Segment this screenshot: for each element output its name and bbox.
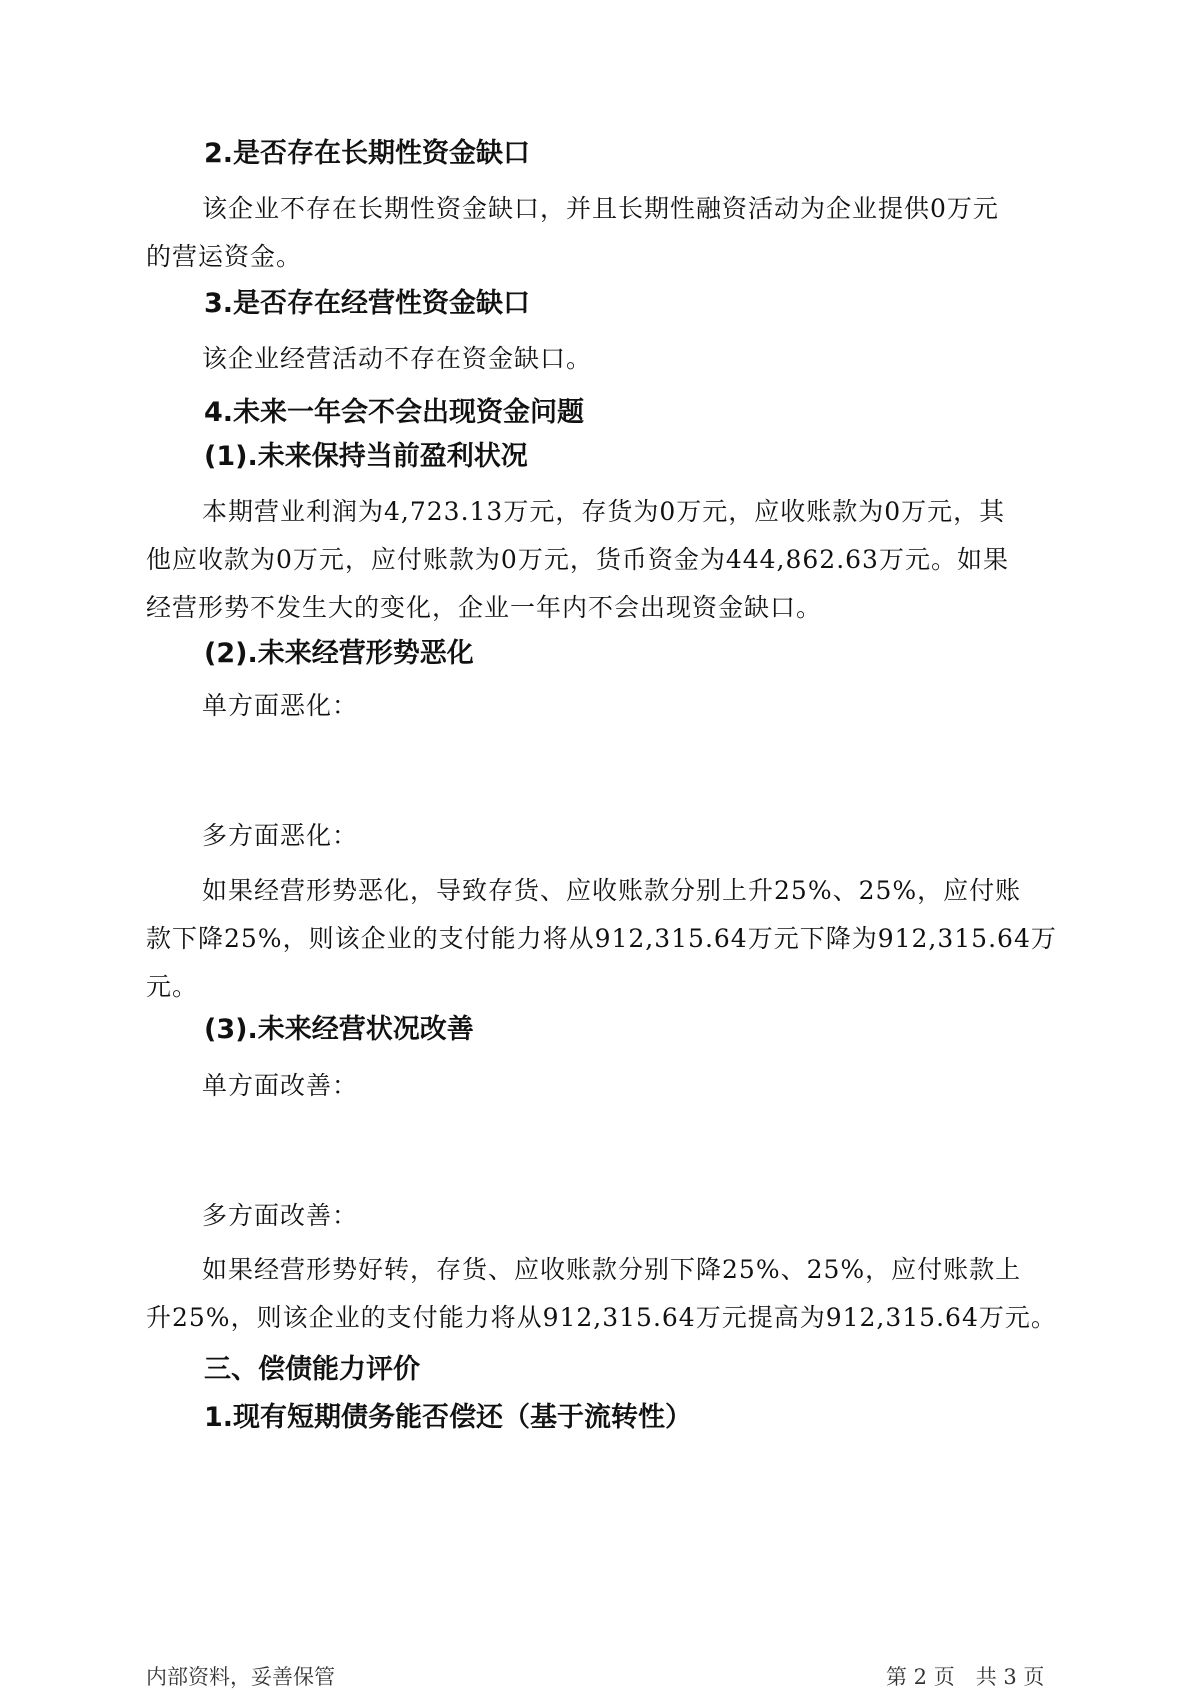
- paragraph-improvement: [146, 1246, 1057, 1342]
- paragraph-line: 该企业不存在长期性资金缺口，并且长期性融资活动为企业提供0万元: [202, 194, 999, 223]
- paragraph-operating-gap: 该企业经营活动不存在资金缺口。: [202, 344, 593, 373]
- paragraph-line: 款下降25%，则该企业的支付能力将从912,315.64万元下降为912,315.64万: [146, 924, 1057, 953]
- heading-next-year-funding: 4.未来一年会不会出现资金问题: [204, 397, 585, 428]
- heading-operating-gap: 3.是否存在经营性资金缺口: [204, 288, 531, 319]
- label-single-improvement: 单方面改善：: [202, 1071, 359, 1100]
- paragraph-line: 升25%，则该企业的支付能力将从912,315.64万元提高为912,315.64万元。: [146, 1303, 1057, 1332]
- paragraph-current-profit: [146, 488, 1046, 632]
- footer-page-number: 第 2 页 共 3 页: [886, 1665, 1045, 1689]
- paragraph-line: 如果经营形势恶化，导致存货、应收账款分别上升25%、25%，应付账: [202, 876, 1022, 905]
- paragraph-line: 经营形势不发生大的变化，企业一年内不会出现资金缺口。: [146, 593, 823, 622]
- label-single-deterioration: 单方面恶化：: [202, 691, 359, 720]
- subheading-improvement: (3).未来经营状况改善: [204, 1014, 474, 1045]
- paragraph-line: 的营运资金。: [146, 242, 303, 271]
- paragraph-line: 本期营业利润为4,723.13万元，存货为0万元，应收账款为0万元，其: [202, 497, 1006, 526]
- subheading-deterioration: (2).未来经营形势恶化: [204, 638, 474, 669]
- paragraph-line: 元。: [146, 972, 199, 1001]
- paragraph-long-term-gap: [146, 185, 1046, 281]
- footer-confidential-note: 内部资料，妥善保管: [146, 1665, 335, 1689]
- heading-solvency-evaluation: 三、偿债能力评价: [204, 1354, 420, 1385]
- label-multi-improvement: 多方面改善：: [202, 1201, 359, 1230]
- heading-long-term-gap: 2.是否存在长期性资金缺口: [204, 138, 531, 169]
- label-multi-deterioration: 多方面恶化：: [202, 821, 359, 850]
- subheading-short-term-debt: 1.现有短期债务能否偿还（基于流转性）: [204, 1402, 693, 1433]
- paragraph-line: 如果经营形势好转，存货、应收账款分别下降25%、25%，应付账款上: [202, 1255, 1022, 1284]
- paragraph-line: 他应收款为0万元，应付账款为0万元，货币资金为444,862.63万元。如果: [146, 545, 1009, 574]
- paragraph-deterioration: [146, 867, 1057, 1011]
- subheading-current-profit: (1).未来保持当前盈利状况: [204, 441, 528, 472]
